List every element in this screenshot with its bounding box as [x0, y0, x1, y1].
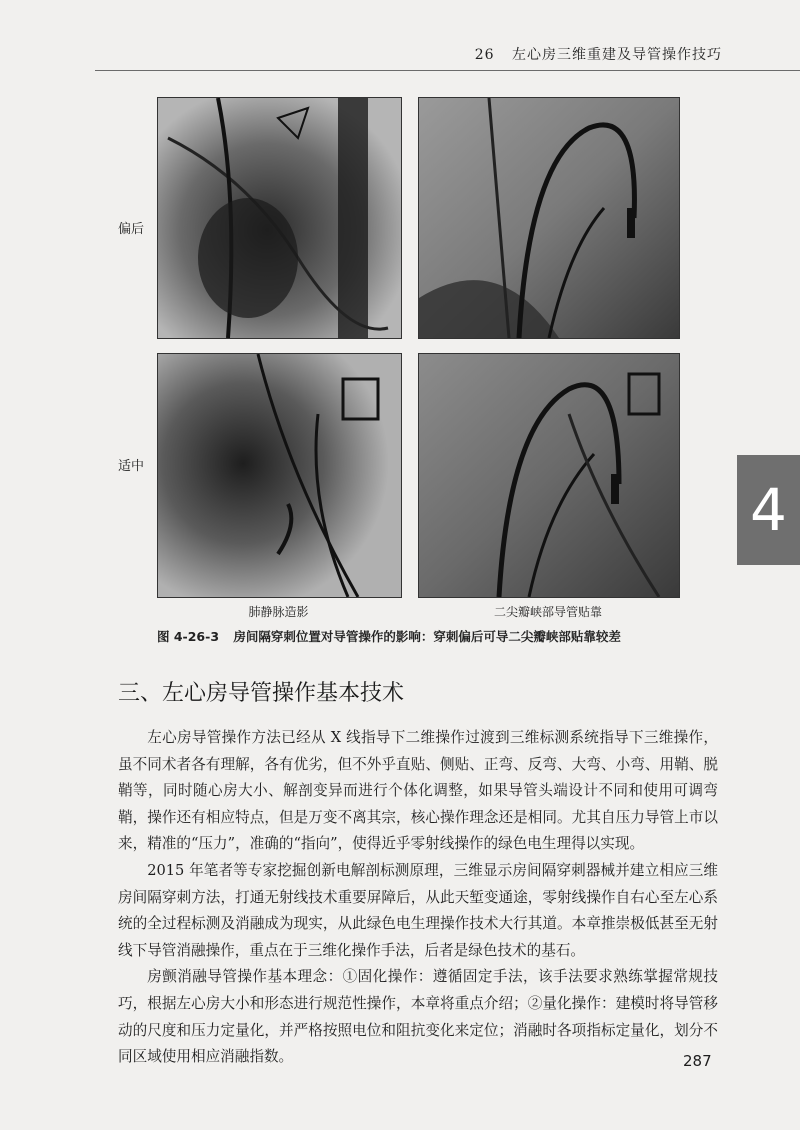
paragraph: 房颤消融导管操作基本理念：①固化操作：遵循固定手法，该手法要求熟练掌握常规技巧，根据左心房大小和形态进行规范性操作，本章将重点介绍；②量化操作：建模时将导管移动的尺度和压力定量化，并严格按照电位和阻抗变化来定位；消融时各项指标定量化，划分不同区域使用相应消融指数。: [118, 968, 718, 1066]
row-label-moderate: 适中: [118, 459, 145, 474]
xray-image-posterior-mitral-isthmus: [418, 97, 680, 339]
body-text: [118, 725, 718, 1071]
row-label-posterior: 偏后: [118, 222, 145, 237]
column-label-pv-angiography: 肺静脉造影: [248, 605, 309, 619]
header-rule: [95, 70, 800, 71]
xray-image-moderate-mitral-isthmus: [418, 353, 680, 598]
column-label-mitral-isthmus: 二尖瓣峡部导管贴靠: [493, 605, 602, 619]
xray-image-moderate-pv-angiography: [157, 353, 402, 598]
figure-id: 图 4-26-3: [157, 629, 220, 644]
page-number: 287: [683, 1052, 712, 1070]
paragraph: 左心房导管操作方法已经从 X 线指导下二维操作过渡到三维标测系统指导下三维操作，虽不同术者各有理解，各有优劣，但不外乎直贴、侧贴、正弯、反弯、大弯、小弯、用鞘、脱鞘等，同时随心房大小、解剖变异而进行个体化调整，如果导管头端设计不同和使用可调弯鞘，操作还有相应特点，但是万变不离其宗，核心操作理念还是相同。尤其自压力导管上市以来，精准的“压力”，准确的“指向”，使得近乎零射线操作的绿色电生理得以实现。: [118, 729, 718, 853]
figure-caption: [157, 627, 697, 645]
figure-caption-text: 房间隔穿刺位置对导管操作的影响：穿刺偏后可导二尖瓣峡部贴靠较差: [233, 629, 621, 644]
section-title: 三、左心房导管操作基本技术: [118, 681, 405, 706]
xray-image-posterior-pv-angiography: [157, 97, 402, 339]
chapter-tab: 4: [737, 455, 800, 565]
running-header: [475, 44, 722, 64]
chapter-title: 左心房三维重建及导管操作技巧: [512, 47, 722, 63]
paragraph: 2015 年笔者等专家挖掘创新电解剖标测原理，三维显示房间隔穿刺器械并建立相应三维房间隔穿刺方法，打通无射线技术重要屏障后，从此天堑变通途，零射线操作自右心至左心系统的全过程标测及消融成为现实，从此绿色电生理操作技术大行其道。本章推崇极低甚至无射线下导管消融操作，重点在于三维化操作手法，后者是绿色技术的基石。: [118, 861, 718, 959]
chapter-number: 26: [474, 47, 495, 63]
